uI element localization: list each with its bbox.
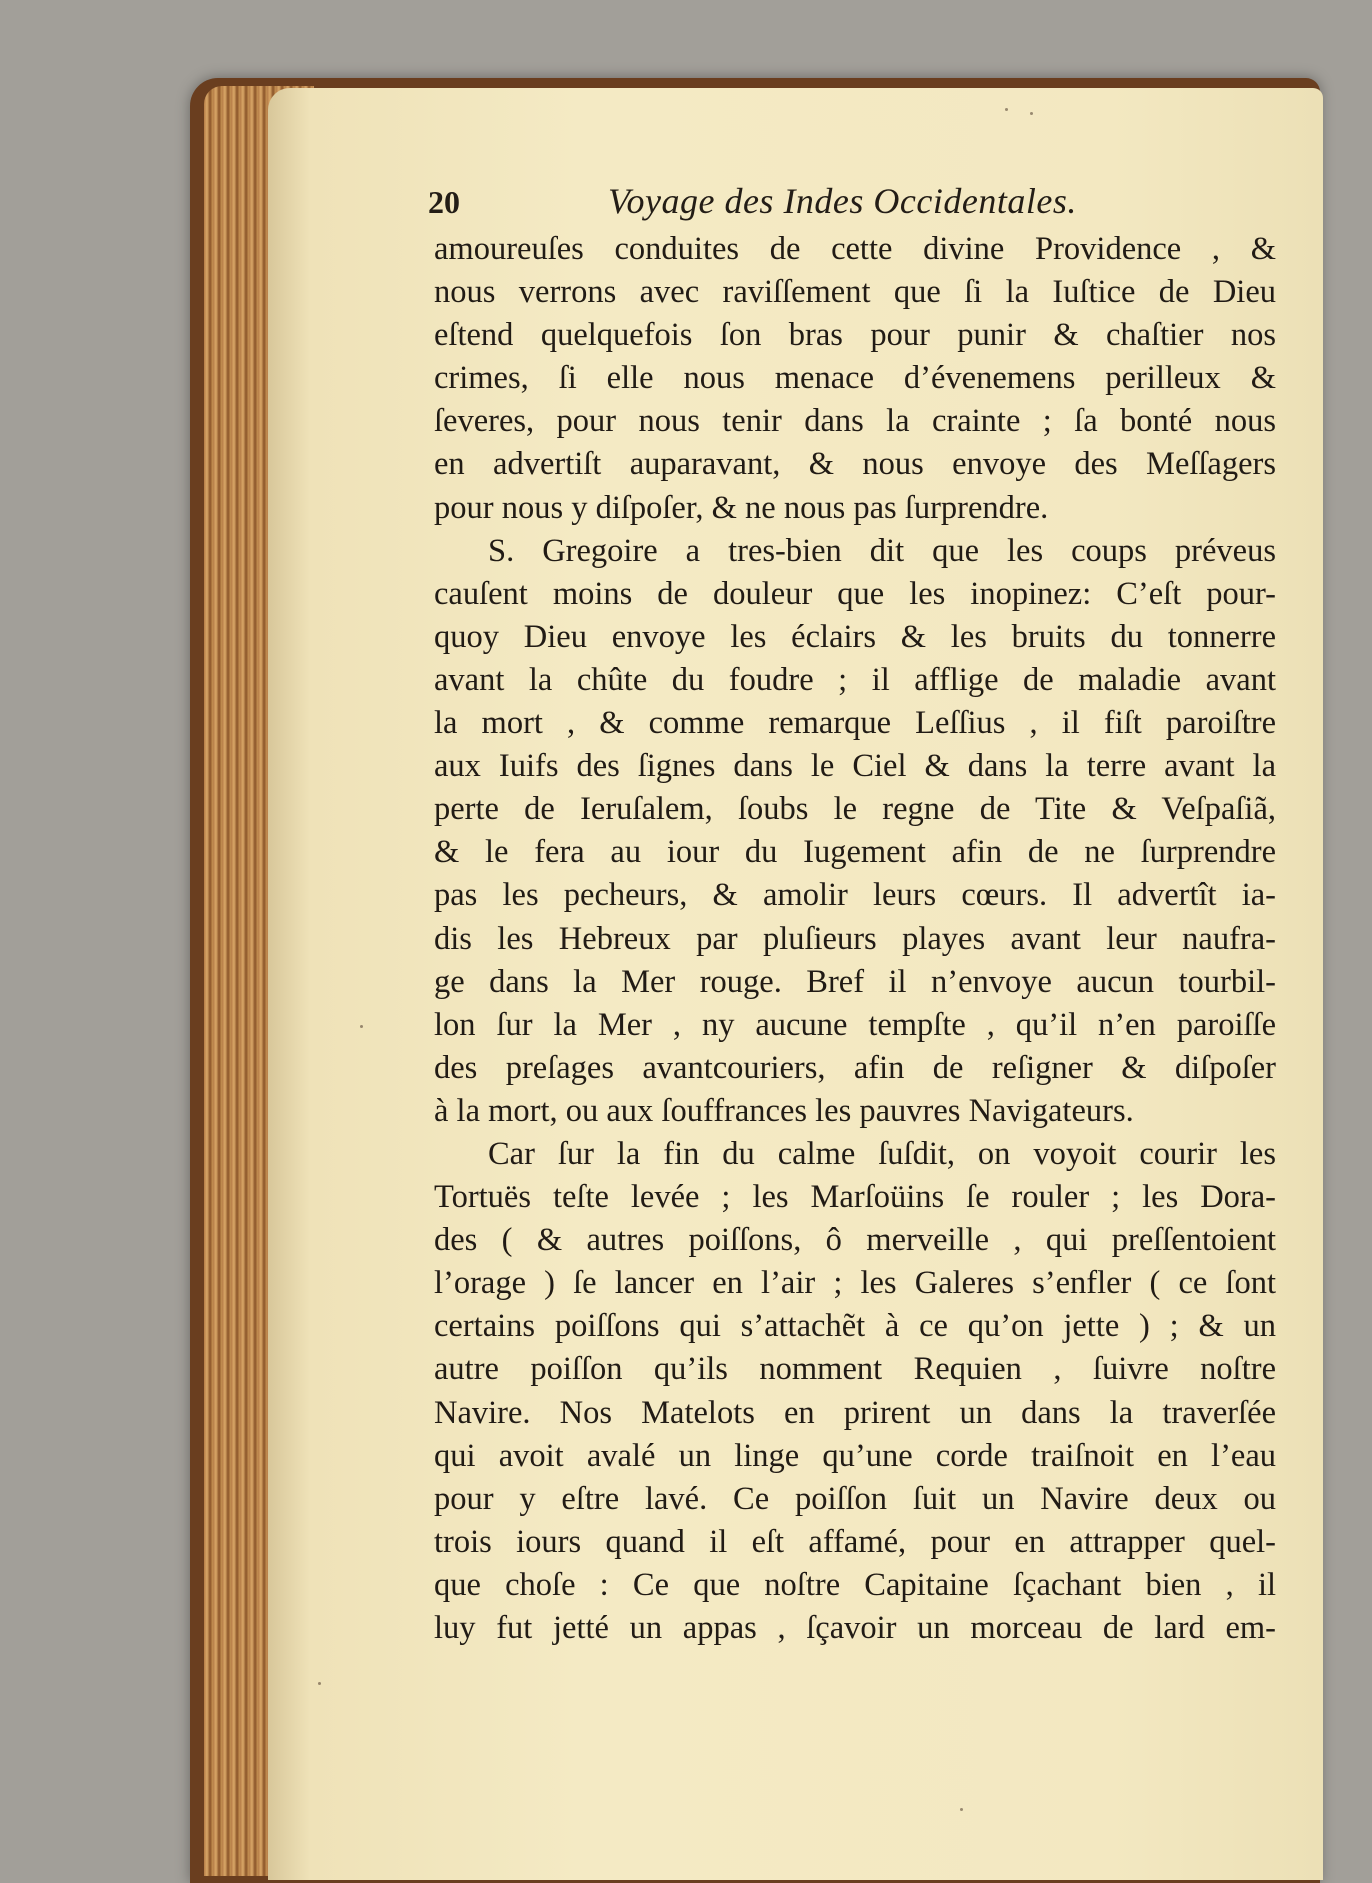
text-line: luy fut jetté un appas , ſçavoir un morceau de lard em- [434, 1610, 1276, 1646]
text-line: qui avoit avalé un linge qu’une corde traiſnoit en l’eau [434, 1437, 1276, 1474]
text-line: nous verrons avec raviſſement que ſi la Iuſtice de Dieu [434, 274, 1276, 311]
paper-speck [318, 1682, 321, 1685]
text-line: autre poiſſon qu’ils nomment Requien , ſuivre noſtre [434, 1351, 1276, 1388]
text-line: Tortuës teſte levée ; les Marſoüins ſe rouler ; les Dora- [434, 1179, 1276, 1216]
text-line: la mort , & comme remarque Leſſius , il fiſt paroiſtre [434, 705, 1276, 742]
text-line: crimes, ſi elle nous menace d’évenemens perilleux & [434, 360, 1276, 397]
text-line: en advertiſt auparavant, & nous envoye des Meſſagers [434, 446, 1276, 483]
paper-speck [360, 1025, 363, 1028]
text-line: à la mort, ou aux ſouffrances les pauvres Navigateurs. [434, 1092, 1134, 1129]
text-line: trois iours quand il eſt affamé, pour en attrapper quel- [434, 1523, 1276, 1560]
text-line: Car ſur la fin du calme ſuſdit, on voyoit courir les [488, 1135, 1276, 1172]
text-line: lon ſur la Mer , ny aucune tempſte , qu’il n’en paroiſſe [434, 1006, 1276, 1043]
paper-speck [1030, 112, 1033, 115]
text-line: Navire. Nos Matelots en prirent un dans la traverſée [434, 1394, 1276, 1431]
page-header [428, 181, 1248, 224]
body-text [434, 228, 1276, 1650]
text-line: pas les pecheurs, & amolir leurs cœurs. Il advertît ia- [434, 877, 1276, 914]
text-line: ſeveres, pour nous tenir dans la crainte ; ſa bonté nous [434, 403, 1276, 440]
text-line: dis les Hebreux par pluſieurs playes avant leur naufra- [434, 920, 1276, 957]
paper-speck [1005, 108, 1008, 111]
text-line: ge dans la Mer rouge. Bref il n’envoye aucun tourbil- [434, 963, 1276, 1000]
running-title: Voyage des Indes Occidentales. [608, 181, 1077, 221]
paper-speck [960, 1808, 963, 1811]
text-line: aux Iuifs des ſignes dans le Ciel & dans la terre avant la [434, 748, 1276, 785]
page-number: 20 [428, 184, 460, 220]
text-line: des ( & autres poiſſons, ô merveille , qui preſſentoient [434, 1222, 1276, 1259]
text-line: des preſages avantcouriers, afin de reſigner & diſpoſer [434, 1049, 1276, 1086]
text-line: l’orage ) ſe lancer en l’air ; les Galeres s’enfler ( ce ſont [434, 1265, 1276, 1302]
text-line: cauſent moins de douleur que les inopinez: C’eſt pour- [434, 575, 1276, 612]
text-line: certains poiſſons qui s’attachẽt à ce qu’on jette ) ; & un [434, 1308, 1276, 1345]
text-line: avant la chûte du foudre ; il afflige de maladie avant [434, 661, 1276, 698]
text-line: que choſe : Ce que noſtre Capitaine ſçachant bien , il [434, 1566, 1276, 1603]
text-line: perte de Ieruſalem, ſoubs le regne de Tite & Veſpaſiã, [434, 791, 1276, 828]
text-line: & le fera au iour du Iugement afin de ne ſurprendre [434, 834, 1276, 871]
text-line: pour y eſtre lavé. Ce poiſſon ſuit un Navire deux ou [434, 1480, 1276, 1517]
text-line: amoureuſes conduites de cette divine Providence , & [434, 231, 1276, 267]
text-line: quoy Dieu envoye les éclairs & les bruits du tonnerre [434, 618, 1276, 655]
text-line: eſtend quelquefois ſon bras pour punir & chaſtier nos [434, 317, 1276, 354]
text-line: pour nous y diſpoſer, & ne nous pas ſurprendre. [434, 489, 1049, 526]
text-line: S. Gregoire a tres-bien dit que les coups préveus [488, 532, 1276, 569]
